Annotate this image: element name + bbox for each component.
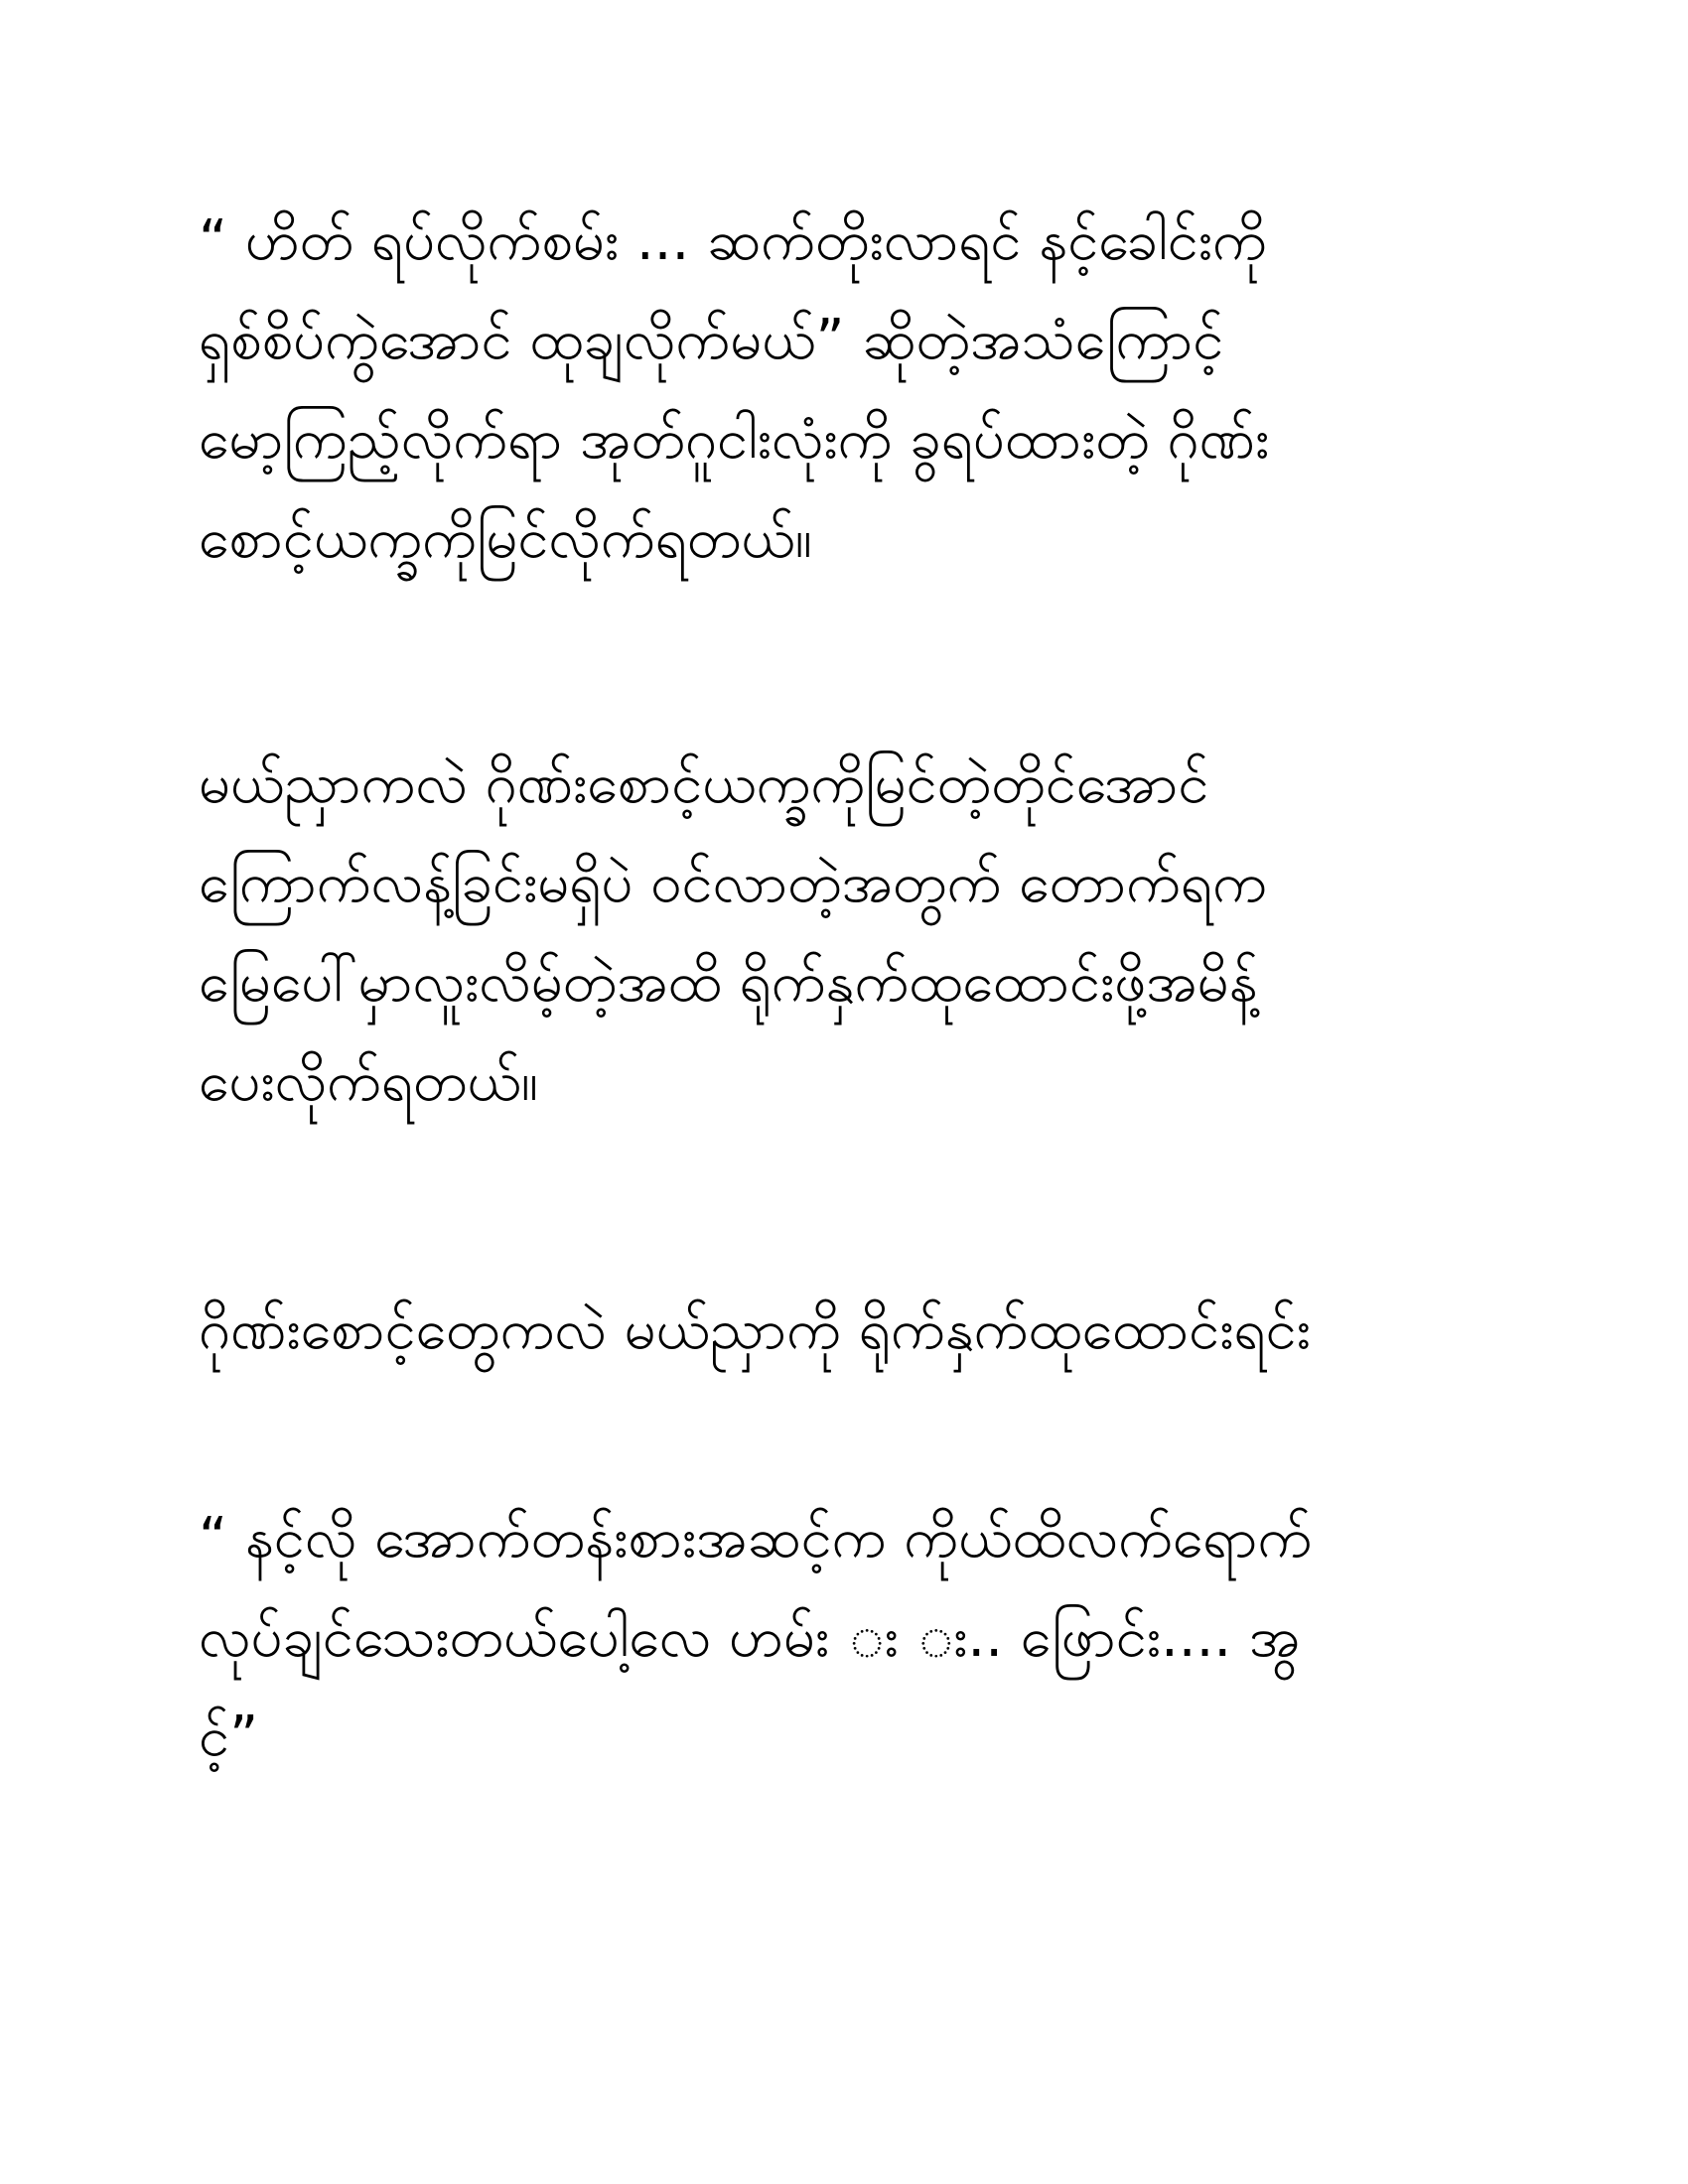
paragraph-line: လုပ်ချင်သေးတယ်ပေါ့လေ ဟမ်း း း.. ဖြောင်း.... အွ	[199, 1605, 1301, 1670]
paragraph-1	[199, 192, 1489, 589]
paragraph-line: “ ဟိတ် ရပ်လိုက်စမ်း ... ဆက်တိုးလာရင် နင့်ခေါင်းကို	[199, 208, 1267, 273]
paragraph-line: ရှစ်စိပ်ကွဲအောင် ထုချလိုက်မယ်” ဆိုတဲ့အသံကြောင့်	[199, 308, 1224, 372]
paragraph-line: ဂိုဏ်းစောင့်တွေကလဲ မယ်ညှာကို ရိုက်နှက်ထုထောင်းရင်း	[199, 1297, 1311, 1362]
paragraph-line: ပေးလိုက်ရတယ်။	[199, 1049, 538, 1114]
paragraph-line: စောင့်ယက္ခကိုမြင်လိုက်ရတယ်။	[199, 506, 812, 571]
paragraph-line: မော့ကြည့်လိုက်ရာ အုတ်ဂူငါးလုံးကို ခွရပ်ထားတဲ့ ဂိုဏ်း	[199, 407, 1270, 472]
paragraph-line: မြေပေါ်မှာလူးလိမ့်တဲ့အထိ ရိုက်နှက်ထုထောင်းဖို့အမိန့်	[199, 950, 1258, 1015]
paragraph-line: မယ်ညှာကလဲ ဂိုဏ်းစောင့်ယက္ခကိုမြင်တဲ့တိုင်အောင်	[199, 751, 1209, 816]
paragraph-4	[199, 1489, 1489, 1787]
paragraph-line: င့်”	[199, 1705, 259, 1769]
paragraph-line: “ နင့်လို အောက်တန်းစားအဆင့်က ကိုယ်ထိလက်ရောက်	[199, 1506, 1313, 1570]
paragraph-2	[199, 735, 1489, 1132]
paragraph-line: ကြောက်လန့်ခြင်းမရှိပဲ ဝင်လာတဲ့အတွက် တောက်ရက	[199, 851, 1267, 915]
paragraph-3	[199, 1281, 1489, 1380]
